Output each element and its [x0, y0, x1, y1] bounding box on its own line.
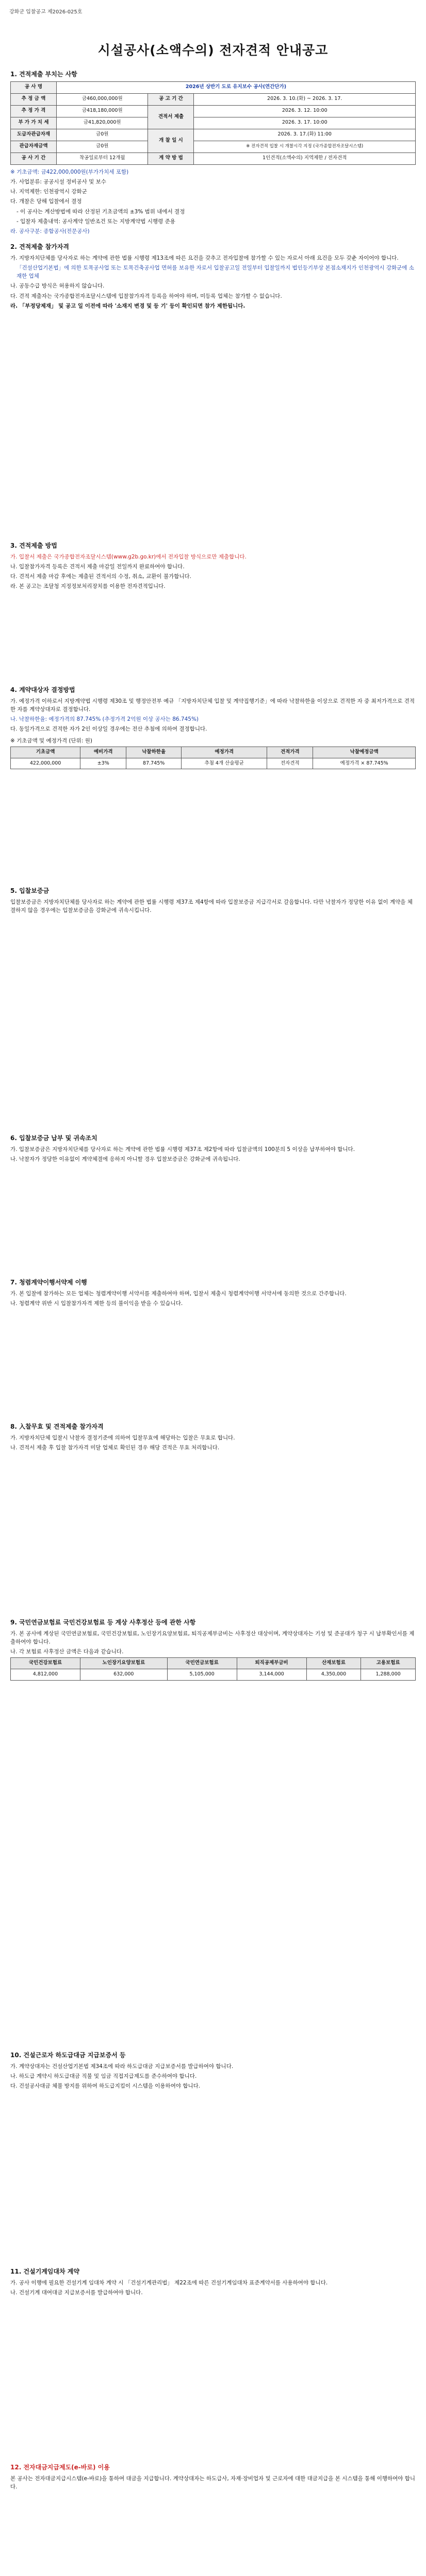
section-heading: 12. 전자대금지급제도(e-바로) 이용	[10, 2464, 110, 2471]
section-heading: 6. 입찰보증금 납부 및 귀속조치	[10, 1134, 97, 1142]
section-bid-bond: 5. 입찰보증금 입찰보증금은 지방자치단체를 당사자로 하는 계약에 관한 법률 시행령 제37조 제4항에 따라 입찰보증금 지급각서로 갈음합니다. 다만 낙찰자가 정당한 이유 없이 계약을 체결하지 않을 경우에는 입찰보증금을 강화군에 귀속시킵니다.	[10, 886, 416, 916]
section-heading: 10. 건설근로자 하도급대금 지급보증서 등	[10, 2052, 126, 2059]
section-bond-forfeiture: 6. 입찰보증금 납부 및 귀속조치 가. 입찰보증금은 지방자치단체를 당사자로 하는 계약에 관한 법률 시행령 제37조 제2항에 따라 입찰금액의 100분의 5 이상을 납부하여야 합니다. 나. 낙찰자가 정당한 이유없이 계약체결에 응하지 아니할 경우 입찰보증금은 강화군에 귀속됩니다.	[10, 1133, 416, 1165]
section-integrity-pledge: 7. 청렴계약이행서약제 이행 가. 본 입찰에 참가하는 모든 업체는 청렴계약이행 서약서를 제출하여야 하며, 입찰서 제출시 청렴계약이행 서약서에 동의한 것으로 간주합니다. 나. 청렴계약 위반 시 입찰참가자격 제한 등의 불이익을 받을 수 있습니다.	[10, 1278, 416, 1309]
section-invalid-bids: 8. 入찰무효 및 견적제출 참가자격 가. 지방자치단체 입찰시 낙찰자 결정기준에 의하여 입찰무효에 해당하는 입찰은 무효로 합니다. 나. 견적서 제출 후 입찰 참가자격 미달 업체로 확인된 경우 해당 견적은 무효 처리합니다.	[10, 1422, 416, 1453]
section-e-payment: 12. 전자대금지급제도(e-바로) 이용 본 공사는 전자대금지급시스템(e-바로)을 통하여 대금을 지급합니다. 계약상대자는 하도급사, 자재·장비업자 및 근로자에 대한 대금지급을 본 시스템을 통해 이행하여야 합니다.	[10, 2464, 416, 2490]
insurance-table	[10, 1657, 416, 1680]
table-row: 공 사 기 간 착공일로부터 12개월 계 약 방 법 1인견적(소액수의) 지역제한 / 전자견적	[11, 152, 416, 164]
section-heading: 9. 국민연금보험료 국민건강보험료 등 계상 사후정산 등에 관한 사항	[10, 1619, 196, 1626]
table-header-row: 기초금액 예비가격 낙찰하한율 예정가격 견적가격 낙찰예정금액	[11, 747, 416, 758]
price-table	[10, 747, 416, 769]
bid-summary-table	[10, 81, 416, 165]
table-row: 422,000,000 ±3% 87.745% 추첨 4개 산술평균 전자견적 예정가격 × 87.745%	[11, 758, 416, 769]
section-heading: 2. 견적제출 참가자격	[10, 243, 70, 250]
section-heading: 3. 견적제출 방법	[10, 542, 57, 549]
section-eligibility: 2. 견적제출 참가자격 가. 지방자치단체를 당사자로 하는 계약에 관한 법률 시행령 제13조에 따른 요건을 갖추고 전자입찰에 참가할 수 있는 자로서 아래 요건을 모두 갖춘 자이어야 합니다. 「건설산업기본법」에 의한 토목공사업 또는 토목건축공사업 면허를 보유한 자로서 입찰공고일 전일부터 입찰일까지 법인등기부상 본점소재지가 인천광역시 강화군에 소재한 업체 나. 공동수급 방식은 허용하지 않습니다. 다. 견적 제출자는 국가종합전자조달시스템에 입찰참가자격 등록을 하여야 하며, 미등록 업체는 참가할 수 없습니다. 라. 「부정당제재」 및 공고 일 이전에 따라 '소재지 변경 및 등 기' 등이 확인되면 참가 제한됩니다.	[10, 242, 416, 312]
table-row: 추 정 금 액 금460,000,000원 공 고 기 간 2026. 3. 10.(화) ~ 2026. 3. 17.	[11, 93, 416, 105]
section-equipment-lease: 11. 건설기계임대차 계약 가. 공사 이행에 필요한 건설기계 임대차 계약 시 「건설기계관리법」 제22조에 따른 건설기계임대차 표준계약서를 사용하여야 합니다. 나. 건설기계 대여대금 지급보증서를 발급하여야 합니다.	[10, 2267, 416, 2298]
section-subcontract-guarantee: 10. 건설근로자 하도급대금 지급보증서 등 가. 계약상대자는 건설산업기본법 제34조에 따라 하도급대금 지급보증서를 발급하여야 합니다. 나. 하도급 계약시 하도급대금 직불 및 임금 직접지급제도를 준수하여야 합니다. 다. 건설공사대금 체불 방지를 위하여 하도급지킴이 시스템을 이용하여야 합니다.	[10, 2050, 416, 2092]
table-row: 추 정 가 격 금418,180,000원 견적서 제출 2026. 3. 12. 10:00	[11, 105, 416, 117]
overview-notes: ※ 기초금액: 금422,000,000원(부가가치세 포함) 가. 사업분류: 공공시설 정비공사 및 보수 나. 지역제한: 인천광역시 강화군 다. 개찰은 당해 입찰에서 결정 - 이 공사는 계산방법에 따라 산정된 기초금액의 ±3% 범위 내에서 결정 - 입찰자 제출내역: 공사계약 일반조건 또는 지방계약법 시행령 준용 라. 공사구분: 종합공사(전문공사)	[10, 168, 185, 235]
table-row: 도급자관급자재 금0원 개 찰 일 시 2026. 3. 17.(화) 11:00	[11, 129, 416, 141]
section-bid-overview	[10, 70, 416, 237]
section-heading: 1. 견적제출 부치는 사항	[10, 71, 77, 78]
section-submission-method: 3. 견적제출 방법 가. 입찰서 제출은 국가종합전자조달시스템(www.g2b.go.kr)에서 전자입찰 방식으로만 제출합니다. 나. 입찰참가자격 등록은 견적서 제출 마감일 전일까지 완료하여야 합니다. 다. 견적서 제출 마감 후에는 제출된 견적서의 수정, 취소, 교환이 불가합니다. 라. 본 공고는 조달청 지정정보처리장치를 이용한 전자견적입니다.	[10, 541, 416, 592]
section-insurance-settlement: 9. 국민연금보험료 국민건강보험료 등 계상 사후정산 등에 관한 사항 가. 본 공사에 계상된 국민연금보험료, 국민건강보험료, 노인장기요양보험료, 퇴직공제부금비는 사후정산 대상이며, 계약상대자는 기성 및 준공대가 청구 시 납부확인서를 제출하여야 합니다. 나. 각 보험료 사후정산 금액은 다음과 같습니다. 국민건강보험료 노인장기요양보험료 국민연금보험료 퇴직공제부금비 산재보험료 고용보험료 4,812,000 632,000 5,105,000 3,144,000 4,350,000 1,288,000	[10, 1618, 416, 1681]
table-header-row: 국민건강보험료 노인장기요양보험료 국민연금보험료 퇴직공제부금비 산재보험료 고용보험료	[11, 1658, 416, 1669]
table-row: 4,812,000 632,000 5,105,000 3,144,000 4,350,000 1,288,000	[11, 1669, 416, 1681]
section-heading: 7. 청렴계약이행서약제 이행	[10, 1279, 87, 1286]
table-row: 관급자재금액 금0원 ※ 전자견적 입찰 시 개찰시각 지정 (국가종합전자조달시스템)	[11, 141, 416, 152]
table-row: 공 사 명 2026년 상반기 도로 유지보수 공사(연간단가)	[11, 81, 416, 93]
section-heading: 8. 入찰무효 및 견적제출 참가자격	[10, 1423, 104, 1430]
section-heading: 5. 입찰보증금	[10, 887, 50, 894]
table-row: 부 가 가 치 세 금41,820,000원 2026. 3. 17. 10:00	[11, 117, 416, 129]
section-heading: 11. 건설기계임대차 계약	[10, 2268, 79, 2275]
page-title: 시설공사(소액수의) 전자견적 안내공고	[97, 43, 329, 58]
section-award-method: 4. 계약대상자 결정방법 가. 예정가격 이하로서 지방계약법 시행령 제30조 및 행정안전부 예규 「지방자치단체 입찰 및 계약집행기준」에 따라 낙찰하한율 이상으로 견적한 자 중 최저가격으로 견적한 자를 계약상대자로 결정합니다. 나. 낙찰하한율: 예정가격의 87.745% (추정가격 2억원 이상 공사는 86.745%) 다. 동일가격으로 견적한 자가 2인 이상일 경우에는 전산 추첨에 의하여 결정합니다. ※ 기초금액 및 예정가격 (단위: 원) 기초금액 예비가격 낙찰하한율 예정가격 견적가격 낙찰예정금액 422,000,000 ±3% 87.745% 추첨 4개 산술평균 전자견적 예정가격 × 87.745%	[10, 685, 416, 769]
document-number: 강화군 입찰공고 제2026-025호	[9, 9, 83, 15]
section-heading: 4. 계약대상자 결정방법	[10, 686, 75, 693]
